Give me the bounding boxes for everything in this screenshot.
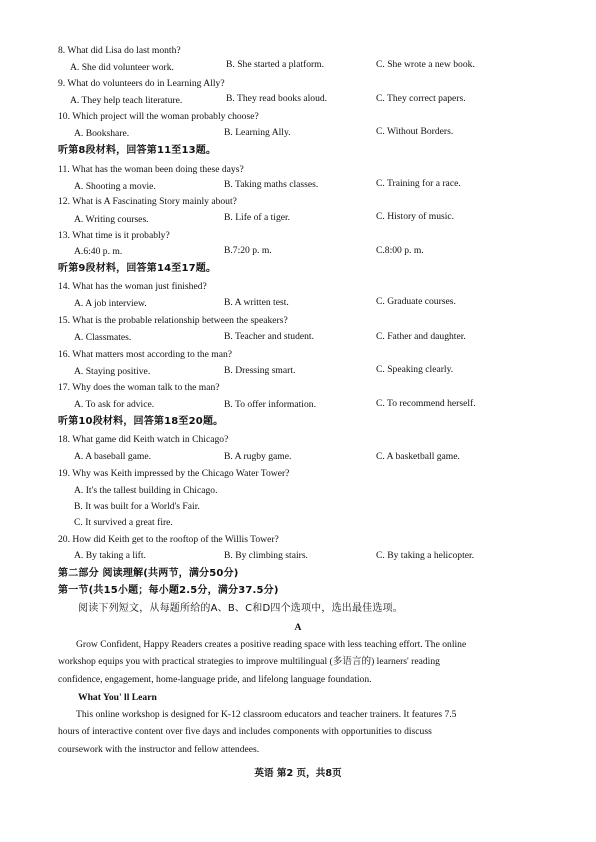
option-b: B. A written test. — [224, 297, 289, 308]
paragraph-line: hours of interactive content over five days and includes components with opportunities to discuss — [58, 726, 432, 738]
passage-paragraph — [58, 709, 550, 761]
question-stem: 14. What has the woman just finished? — [58, 281, 207, 292]
option-a: A. A baseball game. — [74, 451, 151, 462]
option-c: C. History of music. — [376, 211, 455, 222]
option-b: B. Dressing smart. — [224, 365, 296, 376]
question-stem: 15. What is the probable relationship between the speakers? — [58, 315, 288, 326]
option-a: A. Bookshare. — [74, 128, 130, 139]
question-stem: 16. What matters most according to the man? — [58, 349, 233, 360]
option-b: B. Teacher and student. — [224, 331, 314, 342]
paragraph-line: confidence, engagement, home-language pride, and lifelong language foundation. — [58, 673, 372, 685]
paragraph-line: This online workshop is designed for K-12 classroom educators and teacher trainers. It features 7.5 — [76, 709, 457, 720]
option-b: B. Life of a tiger. — [224, 212, 291, 223]
option-b: B.7:20 p. m. — [224, 245, 272, 256]
option-b: B. Taking maths classes. — [224, 179, 319, 190]
option-a: A. To ask for advice. — [74, 399, 155, 410]
option-c: C. She wrote a new book. — [376, 59, 475, 70]
option-c: C. Speaking clearly. — [376, 364, 454, 375]
option-b: B. They read books aloud. — [226, 93, 328, 104]
option-b: B. By climbing stairs. — [224, 550, 308, 561]
part-title: 第二部分 阅读理解(共两节，满分50分) — [58, 568, 239, 579]
passage-letter: A — [294, 622, 302, 633]
option-a: A. They help teach literature. — [70, 95, 183, 106]
question-stem: 8. What did Lisa do last month? — [58, 45, 181, 56]
question-stem: 20. How did Keith get to the rooftop of the Willis Tower? — [58, 534, 279, 545]
page-footer: 英语 第2 页，共8页 — [254, 768, 342, 779]
option-a: A. She did volunteer work. — [70, 62, 174, 73]
paragraph-line: Grow Confident, Happy Readers creates a positive reading space with less teaching effort. The online — [76, 639, 467, 650]
option-c: C. To recommend herself. — [376, 398, 476, 409]
paragraph-line: coursework with the instructor and fellow attendees. — [58, 743, 260, 755]
paragraph-line: workshop equips you with practical strategies to improve multilingual (多语言的) learners' reading — [58, 656, 440, 668]
option-b: B. She started a platform. — [226, 59, 325, 70]
option-c: C. It survived a great fire. — [74, 517, 173, 528]
option-a: A. Shooting a movie. — [74, 181, 156, 192]
section-header: 听第10段材料，回答第18至20题。 — [58, 416, 224, 427]
option-c: C.8:00 p. m. — [376, 245, 424, 256]
option-b: B. It was built for a World's Fair. — [74, 501, 200, 512]
option-c: C. A basketball game. — [376, 451, 460, 462]
option-b: B. To offer information. — [224, 399, 316, 410]
section-header: 听第9段材料，回答第14至17题。 — [58, 263, 217, 274]
option-a: A. It's the tallest building in Chicago. — [74, 485, 218, 496]
passage-subheading: What You' ll Learn — [78, 692, 157, 703]
option-a: A. By taking a lift. — [74, 550, 146, 561]
option-a: A. Staying positive. — [74, 366, 151, 377]
question-stem: 9. What do volunteers do in Learning Ally? — [58, 78, 225, 89]
question-stem: 10. Which project will the woman probably choose? — [58, 111, 259, 122]
question-stem: 18. What game did Keith watch in Chicago? — [58, 434, 229, 445]
option-c: C. By taking a helicopter. — [376, 550, 475, 561]
question-stem: 19. Why was Keith impressed by the Chicago Water Tower? — [58, 468, 290, 479]
option-c: C. Father and daughter. — [376, 331, 466, 342]
passage-paragraph — [58, 639, 550, 691]
option-a: A. Classmates. — [74, 332, 132, 343]
section-header: 听第8段材料，回答第11至13题。 — [58, 145, 217, 156]
option-c: C. Training for a race. — [376, 178, 461, 189]
option-b: B. Learning Ally. — [224, 127, 291, 138]
question-stem: 13. What time is it probably? — [58, 230, 170, 241]
option-a: A. A job interview. — [74, 298, 147, 309]
question-stem: 17. Why does the woman talk to the man? — [58, 382, 220, 393]
section-title: 第一节(共15小题；每小题2.5分，满分37.5分) — [58, 585, 279, 596]
question-stem: 12. What is A Fascinating Story mainly about? — [58, 196, 237, 207]
instruction-text: 阅读下列短文，从每题所给的A、B、C和D四个选项中，选出最佳选项。 — [78, 603, 403, 614]
question-stem: 11. What has the woman been doing these days? — [58, 164, 244, 175]
option-c: C. They correct papers. — [376, 93, 466, 104]
option-c: C. Without Borders. — [376, 126, 454, 137]
option-a: A. Writing courses. — [74, 214, 149, 225]
option-a: A.6:40 p. m. — [74, 246, 123, 257]
option-c: C. Graduate courses. — [376, 296, 456, 307]
option-b: B. A rugby game. — [224, 451, 292, 462]
